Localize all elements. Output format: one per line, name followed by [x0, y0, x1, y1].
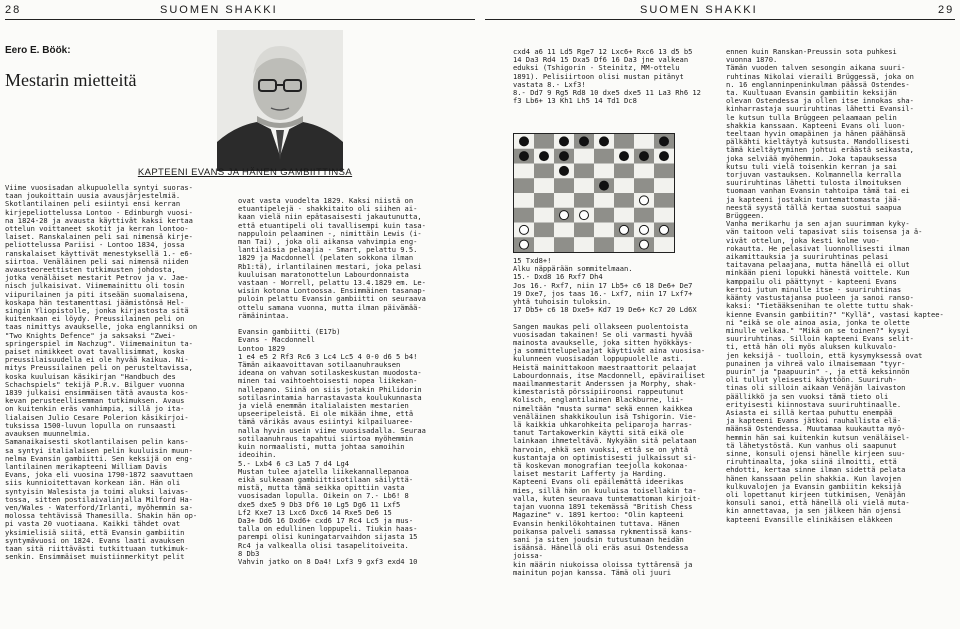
text-line: 1829 ja Macdonnell (pelaten sokkona ilman	[238, 253, 414, 263]
text-line: sotilaanuhraus tapahtui siirtoa myöhemmin	[238, 433, 414, 443]
text-line: etuantipelejä - shakkitaito oli siihen ai-	[238, 204, 418, 214]
text-line: parempi olisi kuningatarvaihdon sijasta 15	[238, 532, 418, 542]
column-kicker: Mestarin mietteitä	[5, 70, 137, 90]
text-line: ti, että hän oli myös aluksen kulkuvalo-	[726, 342, 897, 352]
text-line: olevan Ostendessa ja ollen itse innokas sha-	[726, 96, 914, 106]
chess-piece-icon	[560, 166, 569, 175]
text-line: man Tai) , joka oli aikansa vahvimpia eng-	[238, 237, 418, 247]
chess-piece-icon	[600, 137, 609, 146]
text-line: tämä värikäs avaus esiintyi kilpailuaree-	[238, 417, 414, 427]
text-line: lainkaan ihmeteltävä. Nykyään sitä pelataan	[513, 436, 697, 446]
board-square	[534, 178, 554, 193]
running-head-right: SUOMEN SHAKKI	[640, 4, 758, 16]
text-line: ranskalaiset käyttivät menestyksellä 1.- e6-	[5, 248, 193, 258]
text-line: kimestaristä pörssipiiroonsi rappeutunut	[513, 387, 684, 397]
text-line: Brüggeen.	[726, 211, 765, 221]
text-line: Heistä mainittakoon maestraattorit pelaajat	[513, 362, 697, 372]
text-line: tossa, sitten postilaivalinjalla Milford Ha-	[5, 494, 193, 504]
chess-piece-icon	[640, 225, 649, 234]
text-line: ennen kuin Ranskan-Preussin sota puhkesi	[726, 48, 897, 56]
text-line: kustantaja on optimistisesti julkaissut si-	[513, 452, 697, 462]
board-square	[574, 149, 594, 164]
board-square	[574, 178, 594, 193]
text-line: sinne, konsuli ojensi hänelle kirjeen suu-	[726, 448, 906, 458]
text-line: kin annettavaa, ja sen jälkeen hän ojensi	[726, 506, 902, 516]
chess-piece-icon	[520, 137, 529, 146]
text-line: Kolisch, englantilainen Blackburne, lii-	[513, 395, 684, 405]
text-line: singin Yliopistolle, jonka kirjastosta sitä	[5, 306, 189, 316]
text-line: 1891). Pelisiirtoon olisi mustan pitänyt	[513, 71, 684, 81]
chess-piece-icon	[560, 137, 569, 146]
text-line: Vahvin jatko on 8 Da4! Lxf3 9 gxf3 exd4 10	[238, 556, 418, 566]
text-line: suuriruhtinas lähetti tulosta ilmoituksen	[726, 178, 902, 188]
text-line: Sangen maukas peli ollakseen puolentoista	[513, 321, 689, 331]
board-square	[514, 164, 534, 179]
text-line: eduksi (Tshigorin - Steinitz, MM-ottelu	[513, 63, 680, 73]
text-line: Vanha merikarhu ja sen ajan suurimman kyky-	[726, 219, 910, 229]
text-line: f3 Lb6+ 13 Kh1 Lh5 14 Td1 Dc8	[513, 96, 637, 106]
text-line: ovat vasta vuodelta 1829. Kaksi niistä on	[238, 197, 414, 205]
text-line: avausteoreettisten tutkimusten johdosta,	[5, 265, 176, 275]
text-line: wisin kotona Lontoossa. Ensimmäinen tasanap-	[238, 286, 426, 296]
right-page	[480, 0, 960, 629]
text-line: Jos 16.- Rxf7, niin 17 Lb5+ c6 18 De6+ De7	[513, 280, 693, 290]
running-head-left: SUOMEN SHAKKI	[160, 4, 278, 16]
text-line: taan joukoittain uusia avausjärjestelmiä.	[5, 191, 181, 201]
right-column-1-moves	[513, 48, 713, 120]
text-line: Lf2 Kxe7 13 Lxc6 Dxc6 14 Rxe5 De6 15	[238, 507, 392, 517]
text-line: 8.- Dd7 9 Rg5 Rd8 10 dxe5 dxe5 11 La3 Rh6 12	[513, 88, 701, 98]
text-line: na 1824-28 ja avausta käyttivät kaksi kertaa	[5, 215, 193, 225]
text-line: vastaan - Worrell, pelattu 13.4.1829 em. Le-	[238, 278, 426, 288]
page-number-right: 29	[938, 4, 955, 16]
text-line: jotka venäläiset mestarit Petrov ja v. Jae-	[5, 273, 189, 283]
text-line: kinharrastaja suuriruhtinas lähetti Evansil-	[726, 104, 914, 114]
text-line: kuitenkaan ei löydy. Preussilainen peli on	[5, 314, 185, 324]
text-line: Tämän aikaavoittavan sotilaanuhrauksen	[238, 360, 401, 370]
text-line: joka selviää myöhemmin. Joka tapauksessa	[726, 153, 897, 163]
text-line: 14 Da3 Rd4 15 Dxa5 Df6 16 Da3 jne valkean	[513, 55, 689, 65]
chess-piece-icon	[660, 225, 669, 234]
text-line: eikä sulkeaan gambiittisotilaan säilyttä-	[238, 474, 414, 484]
text-line: tämä kieltäytyminen johtui eräästä seikasta,	[726, 145, 914, 155]
portrait-photo	[217, 30, 343, 171]
text-line: määnsä Ostendessa. Muutamaa kuukautta myö-	[726, 424, 906, 434]
text-line: torjuvan vastauksen. Kolmannella kerralla	[726, 170, 902, 180]
board-square	[634, 208, 654, 223]
text-line: paiset nimikkeet ovat tavallisimmat, koska	[5, 347, 185, 357]
board-square	[574, 237, 594, 252]
text-line: että etuantipeli oli tavallisempi kuin tasa-	[238, 220, 426, 230]
chess-piece-icon	[540, 152, 549, 161]
text-line: nalla hyvin usein viime vuosisadalla. Seuraa	[238, 425, 426, 435]
text-line: 8 Db3	[238, 548, 260, 558]
text-line: mainitun pojan kanssa. Tämä oli juuri	[513, 567, 672, 577]
text-line: mistä, mutta tämä seikka opittiin vasta	[238, 483, 405, 493]
text-line: lantilaisia pelaajia - Smart, pelattu 9.5.	[238, 245, 418, 255]
text-line: sa syntyi italialaisen pelin kuuluisin muun-	[5, 445, 193, 455]
chess-piece-icon	[600, 181, 609, 190]
text-line: puurin" ja "paapuurin" -, ja että keksinnön	[726, 366, 910, 376]
right-column-2	[726, 48, 958, 626]
text-line: pi vasta 20 vuotiaana. Kaikki tähdet ovat	[5, 519, 181, 529]
header-rule-right	[485, 19, 955, 20]
text-line: nelma Evansin gambiitti. Sen keksijä on eng-	[5, 453, 193, 463]
text-line: syntymävuosi on 1824. Evans laati avauksen	[5, 535, 185, 545]
text-line: päällikkö ja sen vuoksi tämä tieto oli	[726, 391, 889, 401]
text-line: Rc4 ja valkealla olisi tasapelitoiveita.	[238, 540, 409, 550]
chess-piece-icon	[620, 152, 629, 161]
text-line: Evansin henkilökohtainen tuttava. Hänen	[513, 518, 680, 528]
board-square	[614, 193, 634, 208]
text-line: ottelu samana vuonna, mutta ilman päivämää-	[238, 302, 422, 312]
text-line: Skotlantilainen peli esiintyi ensi kerran	[5, 199, 181, 209]
text-line: vastata 8.- Lxf3!	[513, 79, 586, 89]
board-square	[654, 164, 674, 179]
text-line: ruhtinas Nikolai vieraili Brüggessä, joka on	[726, 71, 914, 81]
board-square	[614, 178, 634, 193]
text-line: shakkia kanssaan. Kapteeni Evans oli luon-	[726, 120, 906, 130]
left-column-2	[238, 197, 476, 625]
text-line: avauksen muunnelmia.	[5, 429, 91, 439]
chess-piece-icon	[520, 225, 529, 234]
board-square	[614, 134, 634, 149]
text-line: nisch julkaisivat. Viimemainittu oli tosin	[5, 281, 185, 291]
board-square	[634, 134, 654, 149]
text-line: rämäinintaa.	[238, 310, 290, 320]
text-line: viipurilainen ja piti itseään suomalaisena,	[5, 289, 189, 299]
text-line: n. 16 englanninpeninkulman päässä Ostendes-	[726, 79, 910, 89]
text-line: erityisesti kiinnostava suuriruhtinaalle.	[726, 399, 902, 409]
left-column-1	[5, 184, 229, 624]
text-line: ven/Wales - Waterford/Irlanti, myöhemmin sa-	[5, 502, 193, 512]
text-line: tä koskevan monografian teejolla kokonaa-	[513, 461, 689, 471]
text-line: syntyisin Walesista ja toimi aluksi laivas-	[5, 486, 189, 496]
text-line: 1839 julkaisi ensimmäisen tätä avausta kos-	[5, 388, 189, 398]
text-line: nappuloin pelaaminen -, nimittäin Lewis (i-	[238, 228, 422, 238]
text-line: lantilainen merikapteeni William Davis	[5, 461, 168, 471]
text-line: koska kuuluisan käsikirjan "Handbuch des	[5, 371, 176, 381]
text-line: puloin pelattu Evansin gambiitti on seuraava	[238, 294, 426, 304]
text-line: ja sommittelupelaajat käyttivät aina vuosisa-	[513, 346, 706, 356]
text-line: kuin normaalisti, mutta johtaa samoihin	[238, 442, 405, 452]
text-line: Evans, joka eli vuosina 1790-1872 saavuttaen	[5, 470, 193, 480]
board-square	[594, 208, 614, 223]
text-line: tajan vuonna 1891 tekemässä "British Chess	[513, 502, 693, 512]
page-number-left: 28	[5, 4, 22, 16]
text-line: Alku näppärään sommitelmaan.	[513, 264, 633, 274]
board-square	[534, 164, 554, 179]
text-line: tuomaan vanhan Evansin tahtoipa tämä tai ei	[726, 186, 910, 196]
text-line: "Two Knights Defence" ja saksaksi "Zwei-	[5, 330, 176, 340]
text-line: koskapa hän testamenttasi jäämistönsä Hel-	[5, 297, 185, 307]
chess-piece-icon	[660, 137, 669, 146]
text-line: 15 Txd8+!	[513, 257, 552, 265]
text-line: 1 e4 e5 2 Rf3 Rc6 3 Lc4 Lc5 4 0-0 d6 5 b4!	[238, 351, 418, 361]
chess-piece-icon	[560, 211, 569, 220]
board-square	[534, 208, 554, 223]
text-line: kaksi: "Tietääksenihan te olette tuttu shak-	[726, 301, 914, 311]
article-title: KAPTEENI EVANS JA HÄNEN GAMBIITTINSA	[137, 167, 353, 178]
text-line: ideana on vahvan sotilaskeskustan muodosta-	[238, 368, 422, 378]
board-square	[554, 223, 574, 238]
text-line: le kutsun tulla Brüggeen pelaamaan pelin	[726, 112, 897, 122]
text-line: kertoi jutun minulle itse - suuriruhtinas	[726, 284, 902, 294]
board-square	[554, 237, 574, 252]
text-line: mies, sillä hän on kuuluisa toisellakin ta-	[513, 485, 697, 495]
text-line: mainosta avaukselle, joka sitten hyökkäys-	[513, 338, 693, 348]
text-line: Mustan tulee ajatella liikekannallepanoa	[238, 466, 409, 476]
text-line: Asiasta ei sillä kertaa puhuttu enempää	[726, 407, 893, 417]
text-line: Rb1:tä), irlantilainen mestari, joka pelasi	[238, 261, 422, 271]
chess-piece-icon	[580, 137, 589, 146]
board-square	[514, 208, 534, 223]
text-line: Tämän vuoden talven sesongin aikana suuri-	[726, 63, 906, 73]
text-line: mitys Preussilainen peli on perusteltavissa,	[5, 363, 193, 373]
text-line: 5.- Lxb4 6 c3 La5 7 d4 Lg4	[238, 458, 350, 468]
text-line: kaan vielä niin epätasaisesti jakautunutta,	[238, 212, 422, 222]
text-line: suuriruhtinas. Silloin kapteeni Evans selit-	[726, 334, 914, 344]
board-square	[634, 164, 654, 179]
chess-diagram	[513, 133, 675, 253]
text-line: senkin. Ensimmäiset muistiinmerkityt pelit	[5, 552, 185, 562]
text-line: sotilasrintamia harrastavasta koulukunnasta	[238, 392, 422, 402]
text-line: neestä syystä tällä kertaa suostui saapua	[726, 202, 902, 212]
text-line: teeltaan hyvin omapäinen ja hänen päähänsä	[726, 129, 906, 139]
board-square	[594, 149, 614, 164]
text-line: ja vielä enemmän italialaisten mestarien	[238, 401, 409, 411]
text-line: cxd4 a6 11 Ld5 Rge7 12 Lxc6+ Rxc6 13 d5 b5	[513, 48, 693, 56]
text-line: Lontoo 1829	[238, 343, 285, 353]
text-line: taas nimittys avaukselle, joka englanniksi on	[5, 322, 198, 332]
text-line: sani ja siten joudsin tutustumaan heidän	[513, 534, 684, 544]
text-line: valla, kuten seuraava tuntemattoman kirjoit-	[513, 493, 701, 503]
text-line: kienne Evansin gambiitin?" "Kyllä", vastasi kaptee-	[726, 309, 944, 319]
text-line: Viime vuosisadan alkupuolella syntyi suoras-	[5, 184, 193, 192]
text-line: nimeltään "musta surma" sekä ennen kaikkea	[513, 403, 693, 413]
text-line: vän taitoon veli tapasivat siis toisensa ja ä-	[726, 227, 923, 237]
text-line: minkään pieni lopukki hänestä voittele. Kun	[726, 268, 910, 278]
text-line: kirjepeliottelussa Lontoo - Edinburgh vuosi-	[5, 207, 193, 217]
text-line: 17 Db5+ c6 18 Dxe5+ Kd7 19 De6+ Kc7 20 Ld6X	[513, 305, 697, 315]
text-line: ideoihin.	[238, 450, 277, 460]
text-line: vuonna 1870.	[726, 55, 778, 65]
text-line: rokautta. He pelasivat luonnollisesti ilman	[726, 243, 910, 253]
chess-piece-icon	[520, 152, 529, 161]
board-square	[654, 237, 674, 252]
text-line: vivät ottelun, joka kesti kolme vuo-	[726, 235, 880, 245]
text-line: isäänsä. Hänellä oli eräs asui Ostendessa joissa-	[513, 543, 693, 561]
text-line: yhtä tuhoisin tuloksin.	[513, 297, 612, 307]
text-line: kin määrin niukoissa oloissa tyttärensä ja	[513, 559, 693, 569]
text-line: harvoin, ehkä sen vuoksi, että se on yhtä	[513, 444, 689, 454]
text-line: lialaisen Julio Cesare Polerion käsikirjoi-	[5, 412, 189, 422]
text-line: laiset. Ranskalainen peli sai nimensä kirje-	[5, 232, 193, 242]
text-line: preussilaisuudella ei ole hyvää kaikua. Ni-	[5, 355, 189, 365]
text-line: upseeripeleistä. Ei ole mikään ihme, että	[238, 409, 414, 419]
text-line: oli tullut yleisesti käyttöön. Suuriruh-	[726, 375, 897, 385]
text-line: jen keksijä - tuolloin, että kysymyksessä ovat	[726, 350, 923, 360]
text-line: kapteeni Evansille elinikäisen eläkkeen	[726, 514, 893, 524]
text-line: venäläinen shakkikoulun isä Tshigorin. Vie-	[513, 411, 697, 421]
text-line: Schachspiels" tekijä P.R.v. Bilguer vuonna	[5, 379, 185, 389]
board-square	[654, 193, 674, 208]
text-line: ehdotti, kertaa sinne ilman sidettä pelata	[726, 465, 906, 475]
text-line: oli lopettanut kirjeen tutkimisen, Venäjän	[726, 489, 906, 499]
text-line: kulkuvalojen ja Evansin gambiitin keksijä	[726, 481, 902, 491]
header-rule-left	[5, 19, 475, 20]
chess-piece-icon	[640, 152, 649, 161]
text-line: tuksissa 1500-luvun lopulla on runsaasti	[5, 420, 176, 430]
board-square	[594, 223, 614, 238]
text-line: Da3+ Dd6 16 Dxd6+ cxd6 17 Rc4 Lc5 ja mus-	[238, 515, 414, 525]
text-line: taan sitä riittävästi tutkittuaan tutkimuk-	[5, 543, 189, 553]
board-square	[594, 237, 614, 252]
text-line: hänen kanssaan pelin shakkia. Kun lavojen	[726, 473, 902, 483]
chess-piece-icon	[580, 211, 589, 220]
text-line: käänty vastustajansa puoleen ja sanoi ranso-	[726, 293, 914, 303]
text-line: Samanaikaisesti skotlantilaisen pelin kans-	[5, 437, 189, 447]
text-line: on kuitenkin eräs vanhimpia, sillä jo ita-	[5, 404, 185, 414]
chess-piece-icon	[640, 196, 649, 205]
board-square	[594, 164, 614, 179]
text-line: kuuluisan maratonottelun Labourdonnaista	[238, 269, 409, 279]
text-line: aikamittauksia ja suuriruhtinas pelasi	[726, 252, 889, 262]
text-line: kutsu tuli vielä toisenkin kerran ja sai	[726, 161, 897, 171]
text-line: minen tai vaihtoehtoisesti nopea liikekan-	[238, 376, 418, 386]
text-line: molossa tehtävissä Thamesilla. Shakin hän op-	[5, 511, 198, 521]
text-line: poikansa palveli samassa rykmentissä kans-	[513, 526, 693, 536]
board-square	[654, 208, 674, 223]
text-line: kulunneen vuosisadan loppupuolelle asti.	[513, 354, 684, 364]
board-square	[634, 178, 654, 193]
text-line: ni "eikä se ole ainoa asia, jonka te olette	[726, 317, 910, 327]
board-square	[574, 193, 594, 208]
author-line: Eero E. Böök:	[5, 45, 71, 56]
chess-piece-icon	[660, 152, 669, 161]
board-square	[574, 223, 594, 238]
text-line: ta. Kuultuaan Evansin gambiitin keksijän	[726, 88, 897, 98]
text-line: vuosisadan takainen! Se oli varmasti hyvää	[513, 329, 693, 339]
text-line: ja kapteeni Evans jätkoi rauhallista elä-	[726, 416, 902, 426]
text-line: siirtoa. Venäläinen peli sai nimensä niiden	[5, 256, 189, 266]
board-square	[534, 134, 554, 149]
board-square	[514, 193, 534, 208]
text-line: yksimielisiä siitä, että Evansin gambiitin	[5, 527, 185, 537]
board-square	[574, 164, 594, 179]
chess-piece-icon	[520, 240, 529, 249]
text-line: peliottelussa Pariisi - Lontoo 1834, jossa	[5, 240, 185, 250]
text-line: tanut Tartakowerkin käytti sitä eikä ole	[513, 428, 684, 438]
text-line: 19 Dxe7, jos taas 16.- Lxf7, niin 17 Lxf7+	[513, 288, 693, 298]
text-line: lä kaikkia uhkarohkeita peliparoja harras-	[513, 420, 693, 430]
text-line: ja kapteeni jostakin tuntemattomasta jää-	[726, 194, 902, 204]
text-line: 15.- Dxd8 16 Rxf7 Dh4	[513, 272, 603, 282]
right-column-1	[513, 257, 713, 625]
text-line: tä lähetystöstä. Kun vanhus oli saapunut	[726, 440, 897, 450]
board-square	[554, 193, 574, 208]
board-square	[534, 223, 554, 238]
text-line: talla on edullinen loppupeli. Tiukin haas-	[238, 524, 418, 534]
text-line: dxe5 dxe5 9 Db3 Df6 10 Lg5 Dg6 11 Lxf5	[238, 499, 401, 509]
chess-piece-icon	[640, 240, 649, 249]
text-line: Labourdonnais, itse Macdonnell, epävirailiset	[513, 370, 706, 380]
text-line: springerspiel im Nachzug". Viimemainitun ta-	[5, 338, 193, 348]
text-line: laiset mestarit Lafferty ja Harding.	[513, 469, 667, 479]
text-line: Magazine" v. 1891 kertoo: "Olin kapteeni	[513, 510, 684, 520]
text-line: Evansin gambiitti (E17b)	[238, 327, 341, 337]
text-line: Evans - Macdonnell	[238, 335, 315, 345]
board-square	[594, 193, 614, 208]
text-line: ottelun voittaneet skotit ja kerran lontoo-	[5, 224, 189, 234]
board-square	[534, 193, 554, 208]
text-line: punainen ja vihreä valo ilmaisemaan "tyyr-	[726, 358, 906, 368]
text-line: siis kunnioitettavan korkean iän. Hän oli	[5, 478, 181, 488]
text-line: konsuli sanoi, että hänellä oli vielä muta-	[726, 498, 910, 508]
text-line: Kapteeni Evans oli epäilemättä ideerikas	[513, 477, 684, 487]
board-square	[534, 237, 554, 252]
text-line: kamppailu oli päättynyt - kapteeni Evans	[726, 276, 897, 286]
text-line: taitavana pelaajana, mutta hänellä ei ollut	[726, 260, 910, 270]
text-line: tinas oli silloin aikaan Venäjän laivaston	[726, 383, 906, 393]
board-square	[654, 178, 674, 193]
text-line: maailmanmestarit Anderssen ja Morphy, shak-	[513, 379, 697, 389]
board-square	[614, 208, 634, 223]
text-line: nallepano. Siinä on siis jotakin Philidorin	[238, 384, 422, 394]
board-square	[514, 178, 534, 193]
text-line: minulle velkaa." "Mikä on se toinen?" kysyi	[726, 325, 910, 335]
board-square	[614, 164, 634, 179]
text-line: pälkähti kieltäytyä kutsusta. Mandollisesti	[726, 137, 910, 147]
text-line: hemmin hän sai kuitenkin kutsun venäläisel-	[726, 432, 910, 442]
text-line: vuosisadan lopulla. Oikein on 7.- Lb6! 8	[238, 491, 409, 501]
text-line: riruhtinaalta, joka siinä ilmoitti, että	[726, 457, 897, 467]
board-square	[554, 178, 574, 193]
chess-piece-icon	[620, 225, 629, 234]
board-square	[614, 237, 634, 252]
text-line: kevan perusteellisemman tutkimuksen. Avaus	[5, 396, 185, 406]
chess-piece-icon	[560, 152, 569, 161]
